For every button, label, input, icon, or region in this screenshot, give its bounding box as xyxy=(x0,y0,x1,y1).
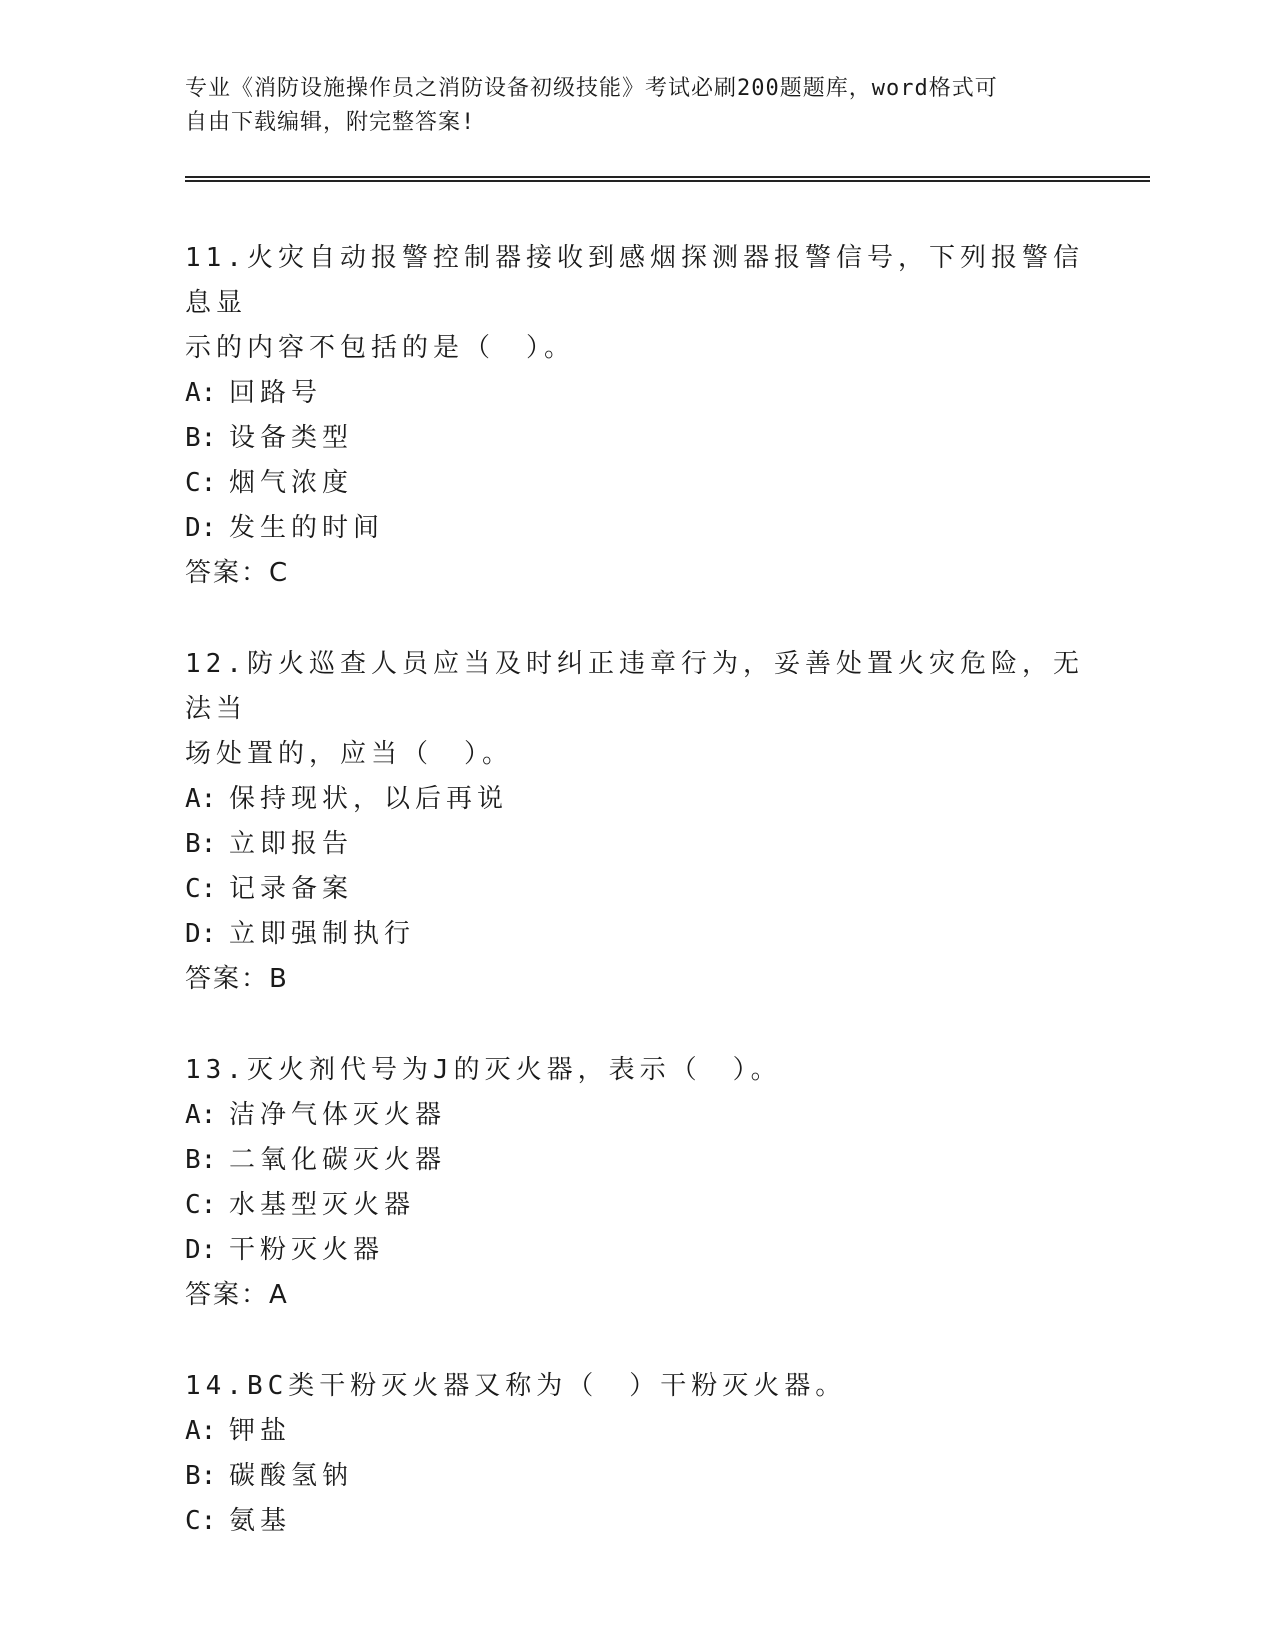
option-b xyxy=(185,822,1085,867)
option-letter: C: xyxy=(185,874,217,904)
option-letter: A: xyxy=(185,1100,217,1130)
option-c xyxy=(185,1499,1085,1544)
option-text: 洁净气体灭火器 xyxy=(229,1100,447,1130)
option-text: 发生的时间 xyxy=(229,513,385,543)
option-text: 氨基 xyxy=(229,1506,292,1536)
option-letter: D: xyxy=(185,919,217,949)
option-letter: C: xyxy=(185,468,217,498)
option-c xyxy=(185,1183,1085,1228)
option-b xyxy=(185,1138,1085,1183)
option-text: 立即报告 xyxy=(229,829,354,859)
option-a xyxy=(185,371,1085,416)
option-letter: D: xyxy=(185,513,217,543)
option-text: 二氧化碳灭火器 xyxy=(229,1145,447,1175)
option-letter: A: xyxy=(185,378,217,408)
option-letter: B: xyxy=(185,1145,217,1175)
option-text: 立即强制执行 xyxy=(229,919,416,949)
question-list xyxy=(185,236,1085,1590)
option-text: 回路号 xyxy=(229,378,323,408)
option-d xyxy=(185,506,1085,551)
option-text: 记录备案 xyxy=(229,874,354,904)
option-a xyxy=(185,1409,1085,1454)
option-text: 设备类型 xyxy=(229,423,354,453)
option-b xyxy=(185,1454,1085,1499)
question-stem-line-1: 11.火灾自动报警控制器接收到感烟探测器报警信号，下列报警信息显 xyxy=(185,243,1084,318)
document-header xyxy=(185,72,1065,140)
answer-line: 答案：C xyxy=(185,558,290,588)
option-text: 保持现状，以后再说 xyxy=(229,784,509,814)
question-14 xyxy=(185,1364,1085,1544)
option-text: 水基型灭火器 xyxy=(229,1190,416,1220)
question-stem-line-2: 场处置的，应当（ ）。 xyxy=(185,739,514,769)
option-a xyxy=(185,777,1085,822)
header-title-line-1: 专业《消防设施操作员之消防设备初级技能》考试必刷200题题库，word格式可 xyxy=(185,76,998,101)
answer-line: 答案：B xyxy=(185,964,289,994)
option-letter: A: xyxy=(185,1416,217,1446)
option-text: 干粉灭火器 xyxy=(229,1235,385,1265)
option-letter: B: xyxy=(185,423,217,453)
option-letter: C: xyxy=(185,1190,217,1220)
option-a xyxy=(185,1093,1085,1138)
question-11 xyxy=(185,236,1085,596)
question-stem-line-1: 13.灭火剂代号为J的灭火器，表示（ ）。 xyxy=(185,1055,782,1085)
option-text: 碳酸氢钠 xyxy=(229,1461,354,1491)
option-c xyxy=(185,461,1085,506)
option-letter: B: xyxy=(185,1461,217,1491)
answer-line: 答案：A xyxy=(185,1280,289,1310)
option-letter: A: xyxy=(185,784,217,814)
question-12 xyxy=(185,642,1085,1002)
option-text: 烟气浓度 xyxy=(229,468,354,498)
question-stem-line-2: 示的内容不包括的是（ ）。 xyxy=(185,333,576,363)
option-d xyxy=(185,912,1085,957)
option-letter: C: xyxy=(185,1506,217,1536)
option-d xyxy=(185,1228,1085,1273)
option-letter: D: xyxy=(185,1235,217,1265)
option-c xyxy=(185,867,1085,912)
option-letter: B: xyxy=(185,829,217,859)
question-stem-line-1: 12.防火巡查人员应当及时纠正违章行为，妥善处置火灾危险，无法当 xyxy=(185,649,1084,724)
header-divider xyxy=(185,176,1150,182)
option-b xyxy=(185,416,1085,461)
question-13 xyxy=(185,1048,1085,1318)
question-stem-line-1: 14.BC类干粉灭火器又称为（ ）干粉灭火器。 xyxy=(185,1371,847,1401)
option-text: 钾盐 xyxy=(229,1416,292,1446)
header-title-line-2: 自由下载编辑，附完整答案! xyxy=(185,110,476,135)
